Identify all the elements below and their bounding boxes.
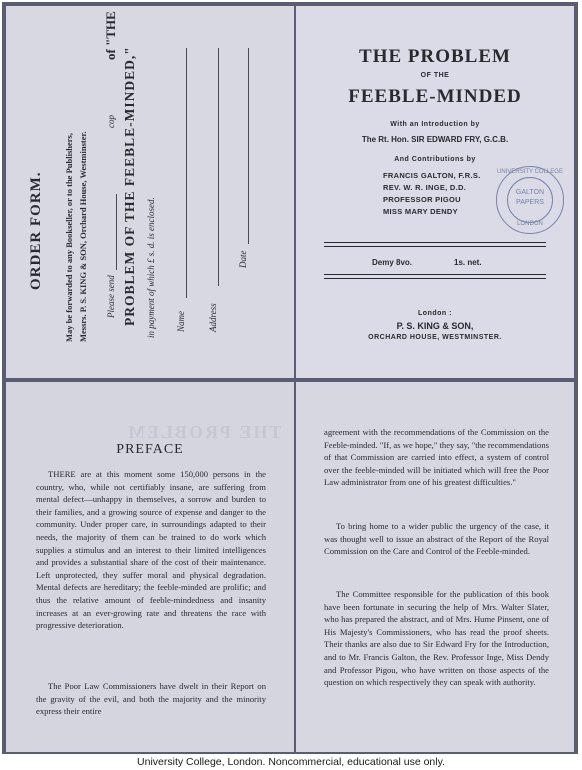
- stamp-text-1: UNIVERSITY COLLEGE: [497, 169, 563, 175]
- order-form-panel: [6, 6, 294, 378]
- preface-paragraph-5: The Committee responsible for the publication of this book have been fortunate in securing the help of Mrs. Walter Slater, who has prepared the abstract, and of Mrs. Hume Pinsent, one of His Majesty's Commissioners, who has read the proof sheets. Their thanks are also due to Sir Edward Fry for the Introduction, and to Mr. Francis Galton, the Rev. Professor Inge, Miss Dendy and Professor Pigou, who have written on those aspects of the question on which respectively they can speak with authority.: [324, 589, 549, 688]
- image-caption: University College, London. Noncommercial, educational use only.: [137, 756, 445, 768]
- intro-name: The Rt. Hon. SIR EDWARD FRY, G.C.B.: [361, 135, 509, 144]
- contributor-3: PROFESSOR PIGOU: [383, 195, 461, 204]
- please-send-line: [103, 0, 118, 318]
- contributor-1: FRANCIS GALTON, F.R.S.: [383, 171, 481, 180]
- contrib-by: And Contributions by: [394, 156, 476, 163]
- title-line1: THE PROBLEM: [359, 46, 511, 67]
- london-label: London :: [418, 310, 452, 317]
- leaflet: [2, 2, 578, 754]
- title-line2: OF THE: [420, 72, 450, 79]
- preface-paragraph-3: agreement with the recommendations of the Commission on the Feeble-minded. "If, as we hope," they say, "the recommendations of that Commission are carried into effect, a system of control over the feeble-minded will be initiated which will free the Poor Law administrator from one of his greatest difficulties.": [324, 427, 549, 488]
- lower-double-rule: [324, 274, 546, 279]
- upper-double-rule: [324, 242, 546, 247]
- preface-paragraph-1: THERE are at this moment some 150,000 persons in the country, who, while not certifiably insane, are suffering from mental defect—unhappy in themselves, a sorrow and burden to their families, and a growing source of expense and danger to the community. Under proper care, in surroundings adapted to their needs, the majority of them can be trained to do work which supplies a stimulus and an interest to their limited intelligences and provides a substantial share of the cost of their maintenance. Left unprotected, they suffer moral and physical degradation. Mental defects are hereditary; the feeble-minded are prolific; and thus the relative amount of feeble-mindedness and insanity increases at an ever-growing rate and threatens the race with progressive deterioration.: [36, 469, 266, 631]
- date-label: Date: [238, 250, 248, 268]
- order-form-title: ORDER FORM.: [28, 171, 44, 290]
- preface-paragraph-2: The Poor Law Commissioners have dwelt in their Report on the gravity of the evil, and both the majority and the minority express their entire: [36, 681, 266, 717]
- name-blank-line[interactable]: [186, 48, 187, 298]
- title-line3: FEEBLE-MINDED: [348, 86, 522, 107]
- preface-page: [6, 382, 294, 752]
- order-form-address-line2: Messrs. P. S. KING & SON, Orchard House, Westminster.: [78, 131, 88, 342]
- address-label: Address: [208, 303, 218, 332]
- publisher-address: ORCHARD HOUSE, WESTMINSTER.: [368, 334, 502, 341]
- cop-label: cop: [106, 115, 116, 128]
- stamp-text-4: PAPERS: [516, 199, 544, 206]
- payment-line: in payment of which £ s. d. is enclosed.: [146, 197, 156, 338]
- title-page: [296, 6, 574, 378]
- please-send-label: Please send: [106, 275, 116, 318]
- copies-blank-line[interactable]: [116, 194, 117, 270]
- preface-heading: PREFACE: [116, 442, 184, 457]
- stamp-text-3: GALTON: [515, 189, 545, 196]
- galton-papers-stamp: [496, 166, 564, 234]
- ghost-show-through-text: THE PROBLEM: [126, 422, 282, 442]
- date-blank-line[interactable]: [248, 48, 249, 244]
- format: Demy 8vo.: [372, 258, 413, 267]
- stamp-text-2: LONDON: [517, 221, 543, 227]
- order-form-address-line1: May be forwarded to any Bookseller, or to the Publishers,: [64, 133, 74, 342]
- address-blank-line[interactable]: [218, 48, 219, 286]
- order-form: [6, 6, 294, 378]
- preface-continued-page: [296, 382, 574, 752]
- order-book-title: PROBLEM OF THE FEEBLE-MINDED,": [122, 46, 137, 326]
- of-the-label: of "THE: [103, 11, 118, 60]
- name-label: Name: [176, 311, 186, 332]
- contributor-2: REV. W. R. INGE, D.D.: [383, 183, 467, 192]
- price: 1s. net.: [454, 258, 482, 267]
- preface-paragraph-4: To bring home to a wider public the urgency of the case, it was thought well to issue an abstract of the Report of the Royal Commission on the Care and Control of the Feeble-minded.: [324, 521, 549, 557]
- publisher-name: P. S. KING & SON,: [396, 321, 474, 331]
- contributor-4: MISS MARY DENDY: [383, 207, 458, 216]
- intro-by: With an Introduction by: [390, 121, 480, 128]
